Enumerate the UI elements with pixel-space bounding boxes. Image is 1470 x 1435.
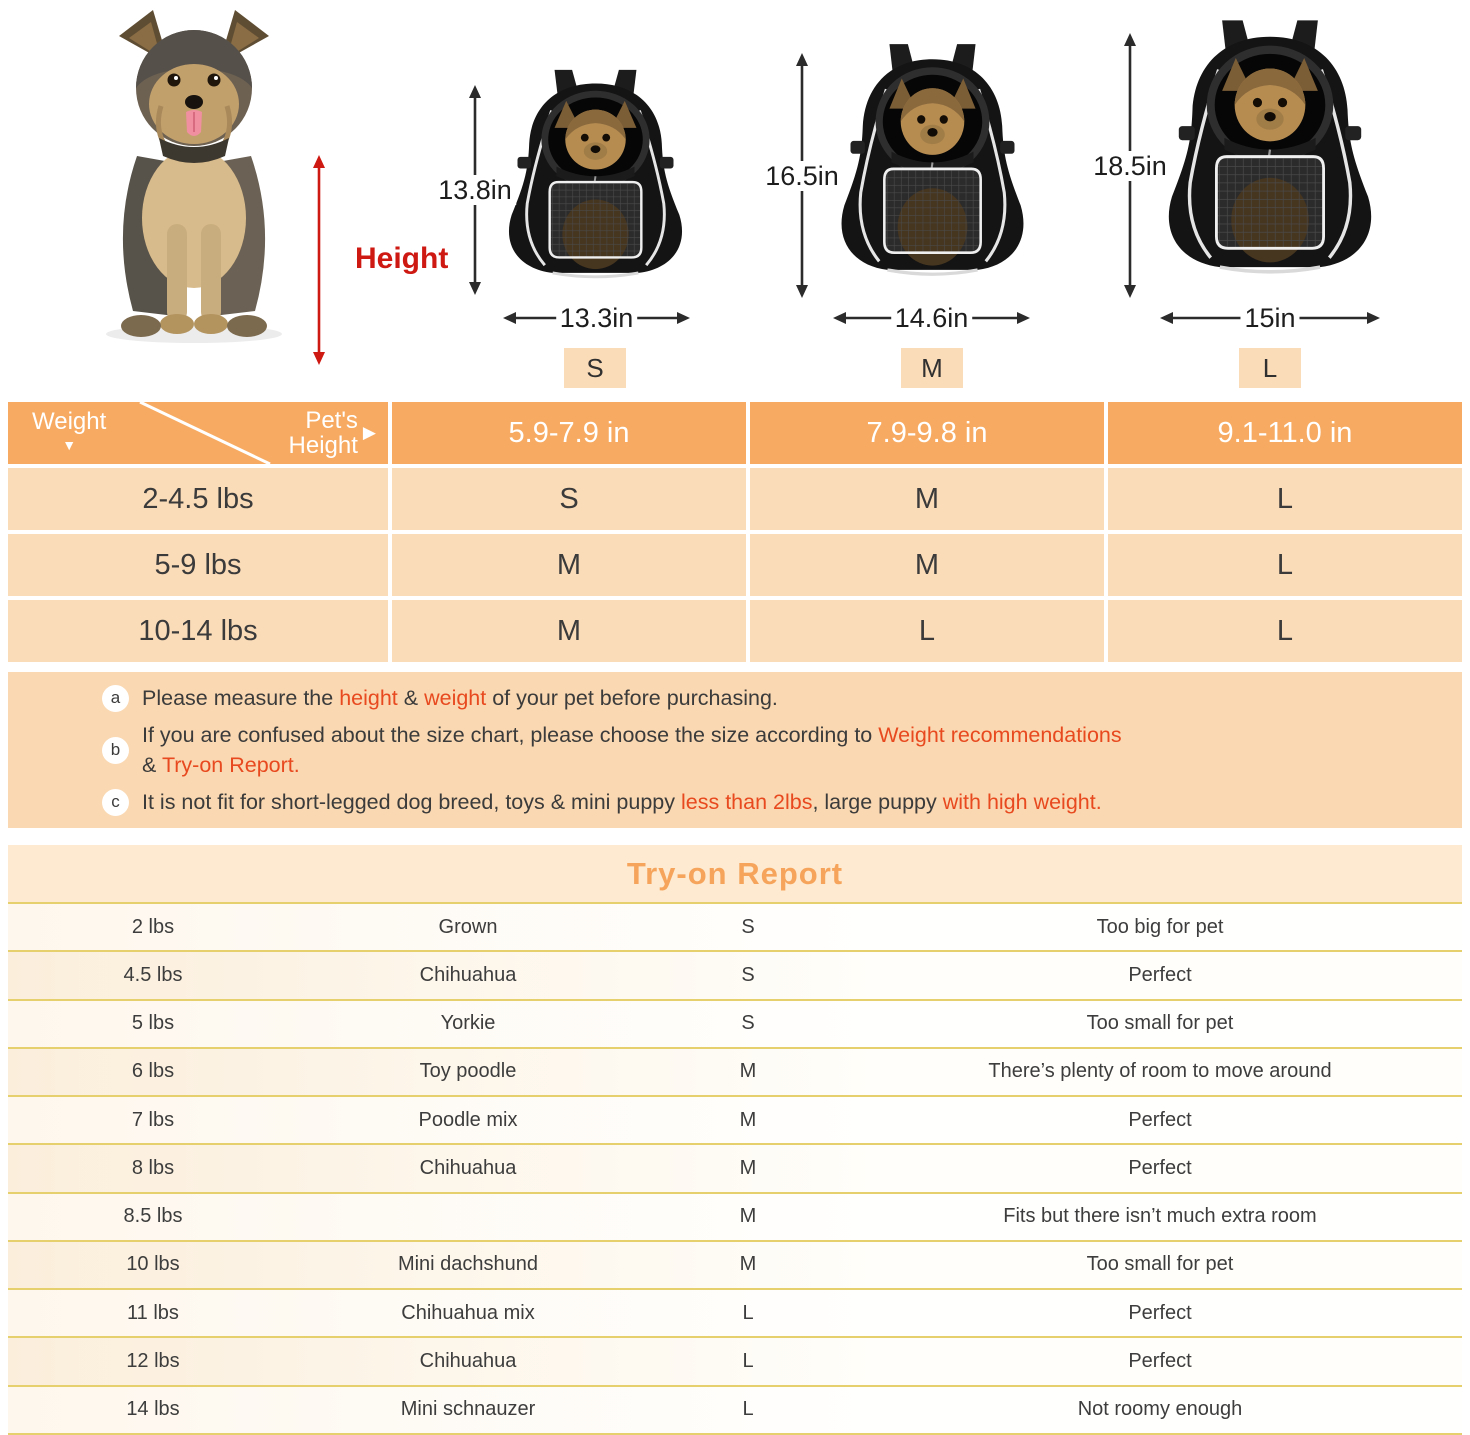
note-marker: c <box>102 789 129 816</box>
weight-row-label: 5-9 lbs <box>8 534 388 596</box>
note-item <box>8 720 1462 780</box>
recommended-size-cell: L <box>1108 468 1462 530</box>
size-table-corner-header <box>8 402 388 464</box>
recommended-size-cell: L <box>1108 534 1462 596</box>
tryon-row <box>8 1194 1462 1242</box>
note-text <box>142 683 778 713</box>
tryon-size: S <box>741 1012 755 1035</box>
note-highlight: less than 2lbs <box>680 790 813 814</box>
note-highlight: Try-on Report. <box>161 753 300 777</box>
note-item <box>8 683 1462 713</box>
tryon-size: M <box>739 1108 757 1131</box>
note-segment: & <box>142 753 162 777</box>
tryon-size: S <box>741 915 755 938</box>
note-item <box>8 787 1462 817</box>
tryon-row <box>8 1049 1462 1097</box>
height-range-header-1: 7.9-9.8 in <box>750 402 1104 464</box>
tryon-row <box>8 1001 1462 1049</box>
tryon-breed: Chihuahua <box>419 1156 517 1179</box>
tryon-comment: Too small for pet <box>1086 1012 1234 1035</box>
recommended-size-cell: S <box>392 468 746 530</box>
note-highlight: weight <box>424 686 487 710</box>
tryon-row <box>8 1387 1462 1435</box>
tryon-weight: 8 lbs <box>131 1156 175 1179</box>
tryon-weight: 10 lbs <box>126 1253 180 1276</box>
tryon-weight: 14 lbs <box>126 1398 180 1421</box>
tryon-size: M <box>739 1060 757 1083</box>
backpack-illustration-L <box>1156 18 1384 305</box>
tryon-weight: 8.5 lbs <box>123 1205 183 1228</box>
height-dim-label-M: 16.5in <box>761 161 843 191</box>
note-highlight: height <box>339 686 398 710</box>
tryon-row <box>8 1290 1462 1338</box>
tryon-comment: Too big for pet <box>1096 915 1224 938</box>
note-highlight: Weight recommendations <box>878 723 1122 747</box>
tryon-size: L <box>742 1350 754 1373</box>
note-segment: & <box>397 686 425 710</box>
tryon-size: M <box>739 1205 757 1228</box>
recommended-size-cell: M <box>750 468 1104 530</box>
size-chip-S: S <box>564 348 626 388</box>
note-segment: It is not fit for short-legged dog breed, toys & mini puppy <box>142 790 681 814</box>
triangle-down-icon: ▼ <box>62 437 77 453</box>
tryon-comment: Perfect <box>1128 1350 1192 1373</box>
note-text <box>142 720 1122 780</box>
triangle-right-icon: ▶ <box>362 423 376 442</box>
note-segment: , large puppy <box>812 790 943 814</box>
tryon-weight: 2 lbs <box>131 915 175 938</box>
tryon-comment: There’s plenty of room to move around <box>988 1060 1332 1083</box>
measurement-guide <box>0 0 1470 400</box>
size-chip-L: L <box>1239 348 1301 388</box>
tryon-size: L <box>742 1398 754 1421</box>
tryon-row <box>8 1097 1462 1145</box>
tryon-breed: Grown <box>438 915 498 938</box>
recommended-size-cell: L <box>750 600 1104 662</box>
tryon-row <box>8 952 1462 1000</box>
note-segment: of your pet before purchasing. <box>486 686 778 710</box>
tryon-weight: 11 lbs <box>127 1301 179 1324</box>
tryon-size: S <box>741 963 755 986</box>
recommended-size-cell: M <box>750 534 1104 596</box>
tryon-size: L <box>742 1301 754 1324</box>
notes-box <box>8 672 1462 828</box>
height-dim-label-S: 13.8in <box>434 175 516 205</box>
recommended-size-cell: M <box>392 534 746 596</box>
weight-axis-label <box>32 409 106 452</box>
backpack-illustration-S <box>498 68 693 305</box>
height-dim-label-L: 18.5in <box>1089 151 1171 181</box>
tryon-breed: Poodle mix <box>418 1108 518 1131</box>
note-highlight: with high weight. <box>942 790 1102 814</box>
tryon-report-title: Try-on Report <box>626 855 844 891</box>
note-marker: a <box>102 685 129 712</box>
tryon-breed: Chihuahua <box>419 1350 517 1373</box>
tryon-breed: Toy poodle <box>419 1060 517 1083</box>
tryon-weight: 5 lbs <box>131 1012 175 1035</box>
note-segment: Please measure the <box>142 686 340 710</box>
weight-axis-text: Weight <box>32 408 107 435</box>
tryon-comment: Perfect <box>1128 963 1192 986</box>
tryon-report-header <box>8 845 1462 902</box>
tryon-report-table <box>8 902 1462 1435</box>
tryon-size: M <box>739 1253 757 1276</box>
tryon-breed: Yorkie <box>440 1012 496 1035</box>
weight-row-label: 2-4.5 lbs <box>8 468 388 530</box>
tryon-weight: 12 lbs <box>126 1350 180 1373</box>
pets-height-axis-text: Pet's Height <box>288 407 358 459</box>
width-dim-label-S: 13.3in <box>556 303 638 333</box>
tryon-weight: 4.5 lbs <box>123 963 183 986</box>
tryon-comment: Perfect <box>1128 1108 1192 1131</box>
tryon-comment: Perfect <box>1128 1301 1192 1324</box>
tryon-row <box>8 1145 1462 1193</box>
size-table <box>8 402 1462 662</box>
backpack-illustration-M <box>830 42 1035 305</box>
tryon-row <box>8 904 1462 952</box>
width-dim-label-L: 15in <box>1240 303 1299 333</box>
note-segment: If you are confused about the size chart, please choose the size according to <box>142 723 879 747</box>
weight-row-label: 10-14 lbs <box>8 600 388 662</box>
width-dim-label-M: 14.6in <box>891 303 973 333</box>
yorkie-photo <box>88 6 300 351</box>
tryon-breed: Mini dachshund <box>397 1253 539 1276</box>
tryon-breed: Chihuahua <box>419 963 517 986</box>
tryon-comment: Not roomy enough <box>1077 1398 1243 1421</box>
note-text <box>142 787 1102 817</box>
height-range-header-0: 5.9-7.9 in <box>392 402 746 464</box>
tryon-breed: Chihuahua mix <box>401 1301 535 1324</box>
tryon-comment: Fits but there isn’t much extra room <box>1003 1205 1317 1228</box>
tryon-size: M <box>739 1156 757 1179</box>
height-label: Height <box>355 242 449 275</box>
size-chip-M: M <box>901 348 963 388</box>
tryon-breed: Mini schnauzer <box>400 1398 536 1421</box>
tryon-comment: Perfect <box>1128 1156 1192 1179</box>
dog-height-arrow-icon <box>309 155 329 370</box>
note-marker: b <box>102 737 129 764</box>
tryon-row <box>8 1338 1462 1386</box>
tryon-weight: 6 lbs <box>131 1060 175 1083</box>
tryon-row <box>8 1242 1462 1290</box>
tryon-comment: Too small for pet <box>1086 1253 1234 1276</box>
recommended-size-cell: M <box>392 600 746 662</box>
recommended-size-cell: L <box>1108 600 1462 662</box>
height-range-header-2: 9.1-11.0 in <box>1108 402 1462 464</box>
tryon-weight: 7 lbs <box>131 1108 175 1131</box>
pets-height-axis-label <box>270 402 376 464</box>
